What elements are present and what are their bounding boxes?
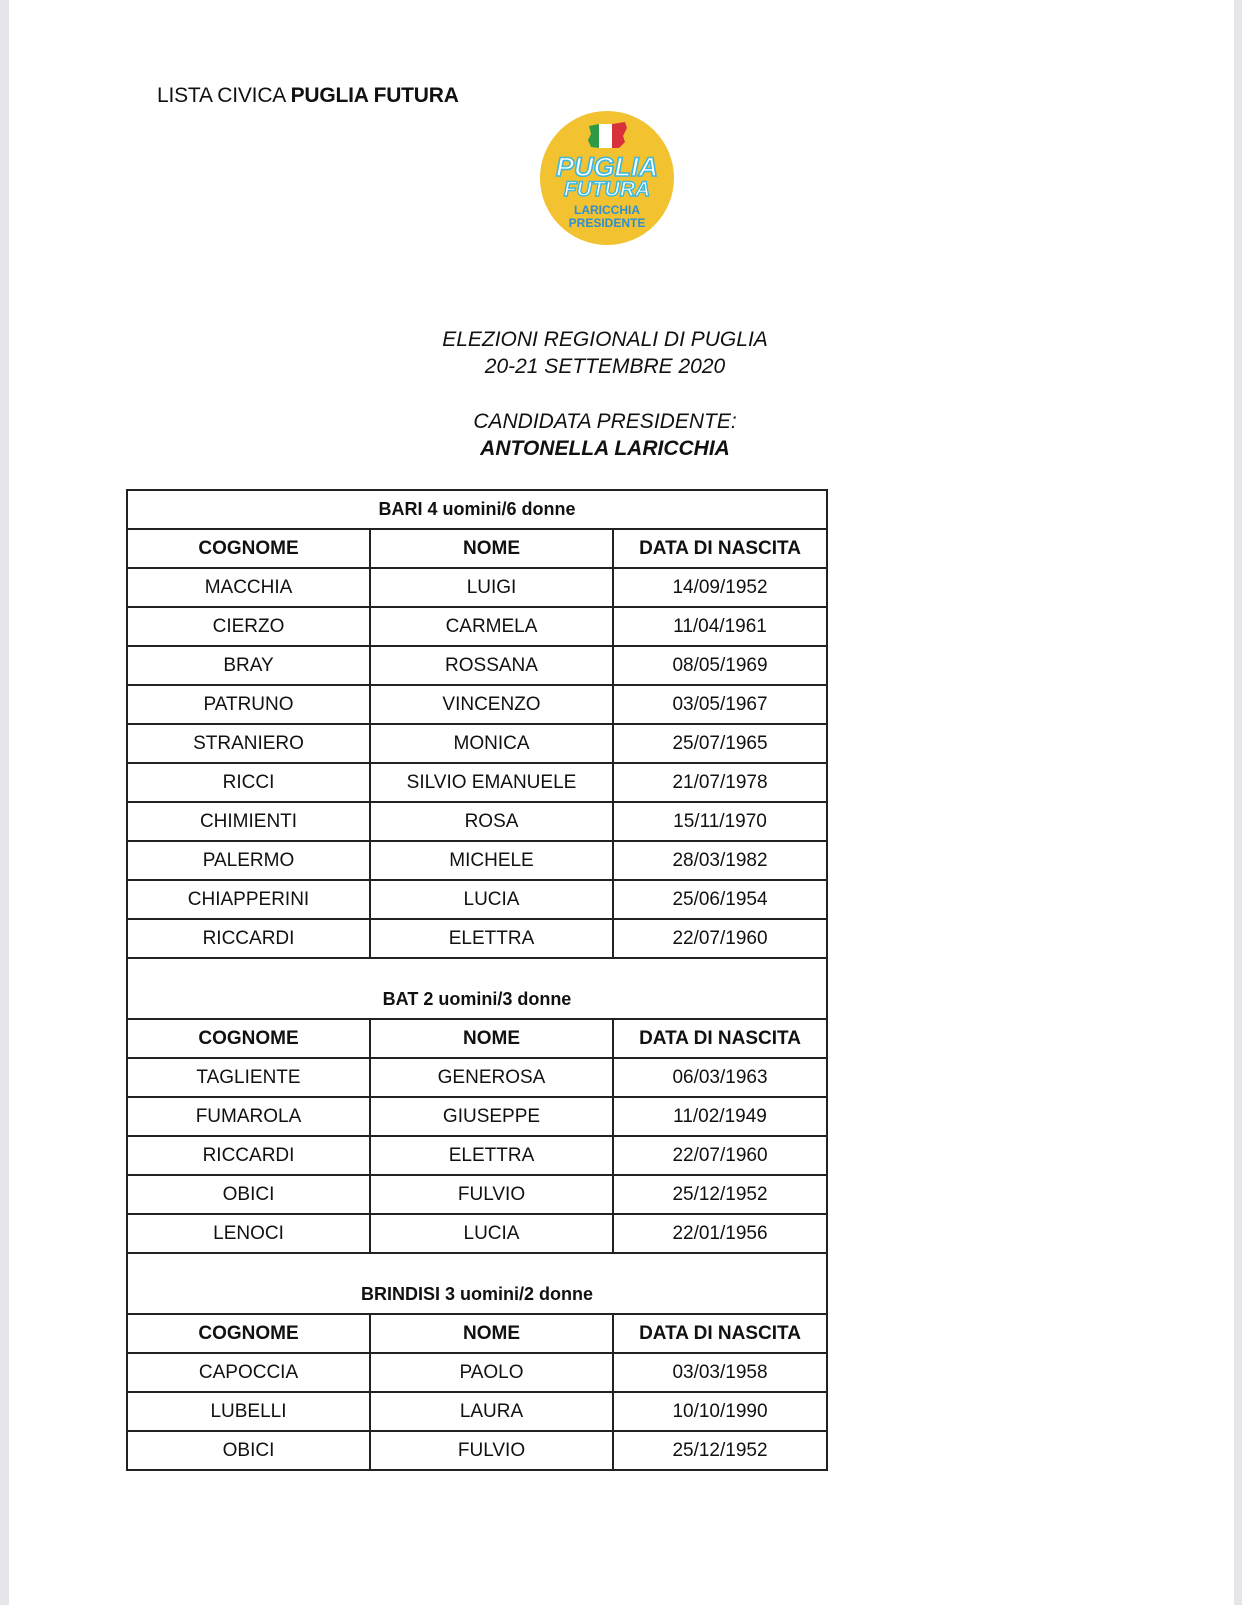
cell-cognome: LENOCI xyxy=(127,1214,370,1253)
cell-data-di-nascita: 15/11/1970 xyxy=(613,802,827,841)
cell-cognome: LUBELLI xyxy=(127,1392,370,1431)
cell-nome: MONICA xyxy=(370,724,613,763)
section-title-row xyxy=(127,1253,827,1314)
cell-data-di-nascita: 25/12/1952 xyxy=(613,1431,827,1470)
cell-data-di-nascita: 11/02/1949 xyxy=(613,1097,827,1136)
cell-data-di-nascita: 11/04/1961 xyxy=(613,607,827,646)
cell-data-di-nascita: 25/06/1954 xyxy=(613,880,827,919)
cell-cognome: OBICI xyxy=(127,1431,370,1470)
logo-line-3: LARICCHIA xyxy=(574,203,640,217)
table-row xyxy=(127,685,827,724)
column-header-data-di-nascita: DATA DI NASCITA xyxy=(613,529,827,568)
section-title-row xyxy=(127,490,827,529)
table-row xyxy=(127,802,827,841)
cell-data-di-nascita: 06/03/1963 xyxy=(613,1058,827,1097)
column-header-nome: NOME xyxy=(370,1314,613,1353)
cell-data-di-nascita: 14/09/1952 xyxy=(613,568,827,607)
cell-nome: CARMELA xyxy=(370,607,613,646)
cell-cognome: BRAY xyxy=(127,646,370,685)
cell-nome: ELETTRA xyxy=(370,919,613,958)
party-heading xyxy=(157,84,459,108)
cell-data-di-nascita: 08/05/1969 xyxy=(613,646,827,685)
column-header-nome: NOME xyxy=(370,529,613,568)
table-row xyxy=(127,646,827,685)
document-page xyxy=(9,0,1234,1605)
cell-nome: LUCIA xyxy=(370,1214,613,1253)
cell-data-di-nascita: 25/07/1965 xyxy=(613,724,827,763)
party-logo xyxy=(539,110,675,246)
cell-nome: MICHELE xyxy=(370,841,613,880)
cell-cognome: CHIAPPERINI xyxy=(127,880,370,919)
logo-line-2: FUTURA xyxy=(563,178,651,201)
table-row xyxy=(127,880,827,919)
cell-data-di-nascita: 28/03/1982 xyxy=(613,841,827,880)
election-dates: 20-21 SETTEMBRE 2020 xyxy=(484,355,726,378)
table-row xyxy=(127,1097,827,1136)
cell-cognome: PATRUNO xyxy=(127,685,370,724)
party-name: PUGLIA FUTURA xyxy=(290,84,459,107)
column-header-nome: NOME xyxy=(370,1019,613,1058)
table-row xyxy=(127,1431,827,1470)
cell-data-di-nascita: 03/05/1967 xyxy=(613,685,827,724)
italy-flag-icon xyxy=(588,122,627,148)
cell-cognome: CIERZO xyxy=(127,607,370,646)
cell-cognome: MACCHIA xyxy=(127,568,370,607)
cell-cognome: OBICI xyxy=(127,1175,370,1214)
table-row xyxy=(127,1353,827,1392)
candidate-name: ANTONELLA LARICCHIA xyxy=(480,437,730,460)
section-title-row xyxy=(127,958,827,1019)
cell-cognome: RICCARDI xyxy=(127,919,370,958)
cell-cognome: FUMAROLA xyxy=(127,1097,370,1136)
column-header-cognome: COGNOME xyxy=(127,1019,370,1058)
table-row xyxy=(127,568,827,607)
column-header-row xyxy=(127,1019,827,1058)
cell-data-di-nascita: 03/03/1958 xyxy=(613,1353,827,1392)
cell-data-di-nascita: 22/07/1960 xyxy=(613,919,827,958)
cell-nome: LUIGI xyxy=(370,568,613,607)
cell-cognome: STRANIERO xyxy=(127,724,370,763)
cell-nome: FULVIO xyxy=(370,1431,613,1470)
table-row xyxy=(127,607,827,646)
cell-data-di-nascita: 21/07/1978 xyxy=(613,763,827,802)
cell-data-di-nascita: 22/07/1960 xyxy=(613,1136,827,1175)
party-prefix: LISTA CIVICA xyxy=(157,84,285,107)
cell-cognome: RICCI xyxy=(127,763,370,802)
cell-data-di-nascita: 10/10/1990 xyxy=(613,1392,827,1431)
cell-nome: ROSSANA xyxy=(370,646,613,685)
cell-data-di-nascita: 25/12/1952 xyxy=(613,1175,827,1214)
cell-nome: LAURA xyxy=(370,1392,613,1431)
column-header-row xyxy=(127,529,827,568)
column-header-data-di-nascita: DATA DI NASCITA xyxy=(613,1314,827,1353)
cell-nome: ELETTRA xyxy=(370,1136,613,1175)
section-title: BRINDISI 3 uomini/2 donne xyxy=(127,1253,827,1314)
candidates-table xyxy=(126,489,828,1471)
column-header-data-di-nascita: DATA DI NASCITA xyxy=(613,1019,827,1058)
cell-cognome: PALERMO xyxy=(127,841,370,880)
logo-line-1: PUGLIA xyxy=(555,152,659,182)
cell-cognome: CAPOCCIA xyxy=(127,1353,370,1392)
table-row xyxy=(127,724,827,763)
table-row xyxy=(127,1175,827,1214)
cell-nome: PAOLO xyxy=(370,1353,613,1392)
cell-cognome: RICCARDI xyxy=(127,1136,370,1175)
column-header-cognome: COGNOME xyxy=(127,1314,370,1353)
table-row xyxy=(127,763,827,802)
election-heading xyxy=(405,326,805,380)
table-row xyxy=(127,1136,827,1175)
cell-nome: LUCIA xyxy=(370,880,613,919)
section-title: BAT 2 uomini/3 donne xyxy=(127,958,827,1019)
candidate-heading xyxy=(405,408,805,462)
section-title: BARI 4 uomini/6 donne xyxy=(127,490,827,529)
election-title: ELEZIONI REGIONALI DI PUGLIA xyxy=(442,328,768,351)
cell-nome: GENEROSA xyxy=(370,1058,613,1097)
logo-line-4: PRESIDENTE xyxy=(568,216,646,230)
cell-cognome: TAGLIENTE xyxy=(127,1058,370,1097)
table-row xyxy=(127,1214,827,1253)
column-header-cognome: COGNOME xyxy=(127,529,370,568)
table-row xyxy=(127,919,827,958)
cell-cognome: CHIMIENTI xyxy=(127,802,370,841)
candidate-label: CANDIDATA PRESIDENTE: xyxy=(473,410,737,433)
cell-nome: GIUSEPPE xyxy=(370,1097,613,1136)
table-row xyxy=(127,841,827,880)
cell-nome: VINCENZO xyxy=(370,685,613,724)
column-header-row xyxy=(127,1314,827,1353)
table-row xyxy=(127,1058,827,1097)
cell-nome: FULVIO xyxy=(370,1175,613,1214)
cell-data-di-nascita: 22/01/1956 xyxy=(613,1214,827,1253)
cell-nome: ROSA xyxy=(370,802,613,841)
cell-nome: SILVIO EMANUELE xyxy=(370,763,613,802)
table-row xyxy=(127,1392,827,1431)
